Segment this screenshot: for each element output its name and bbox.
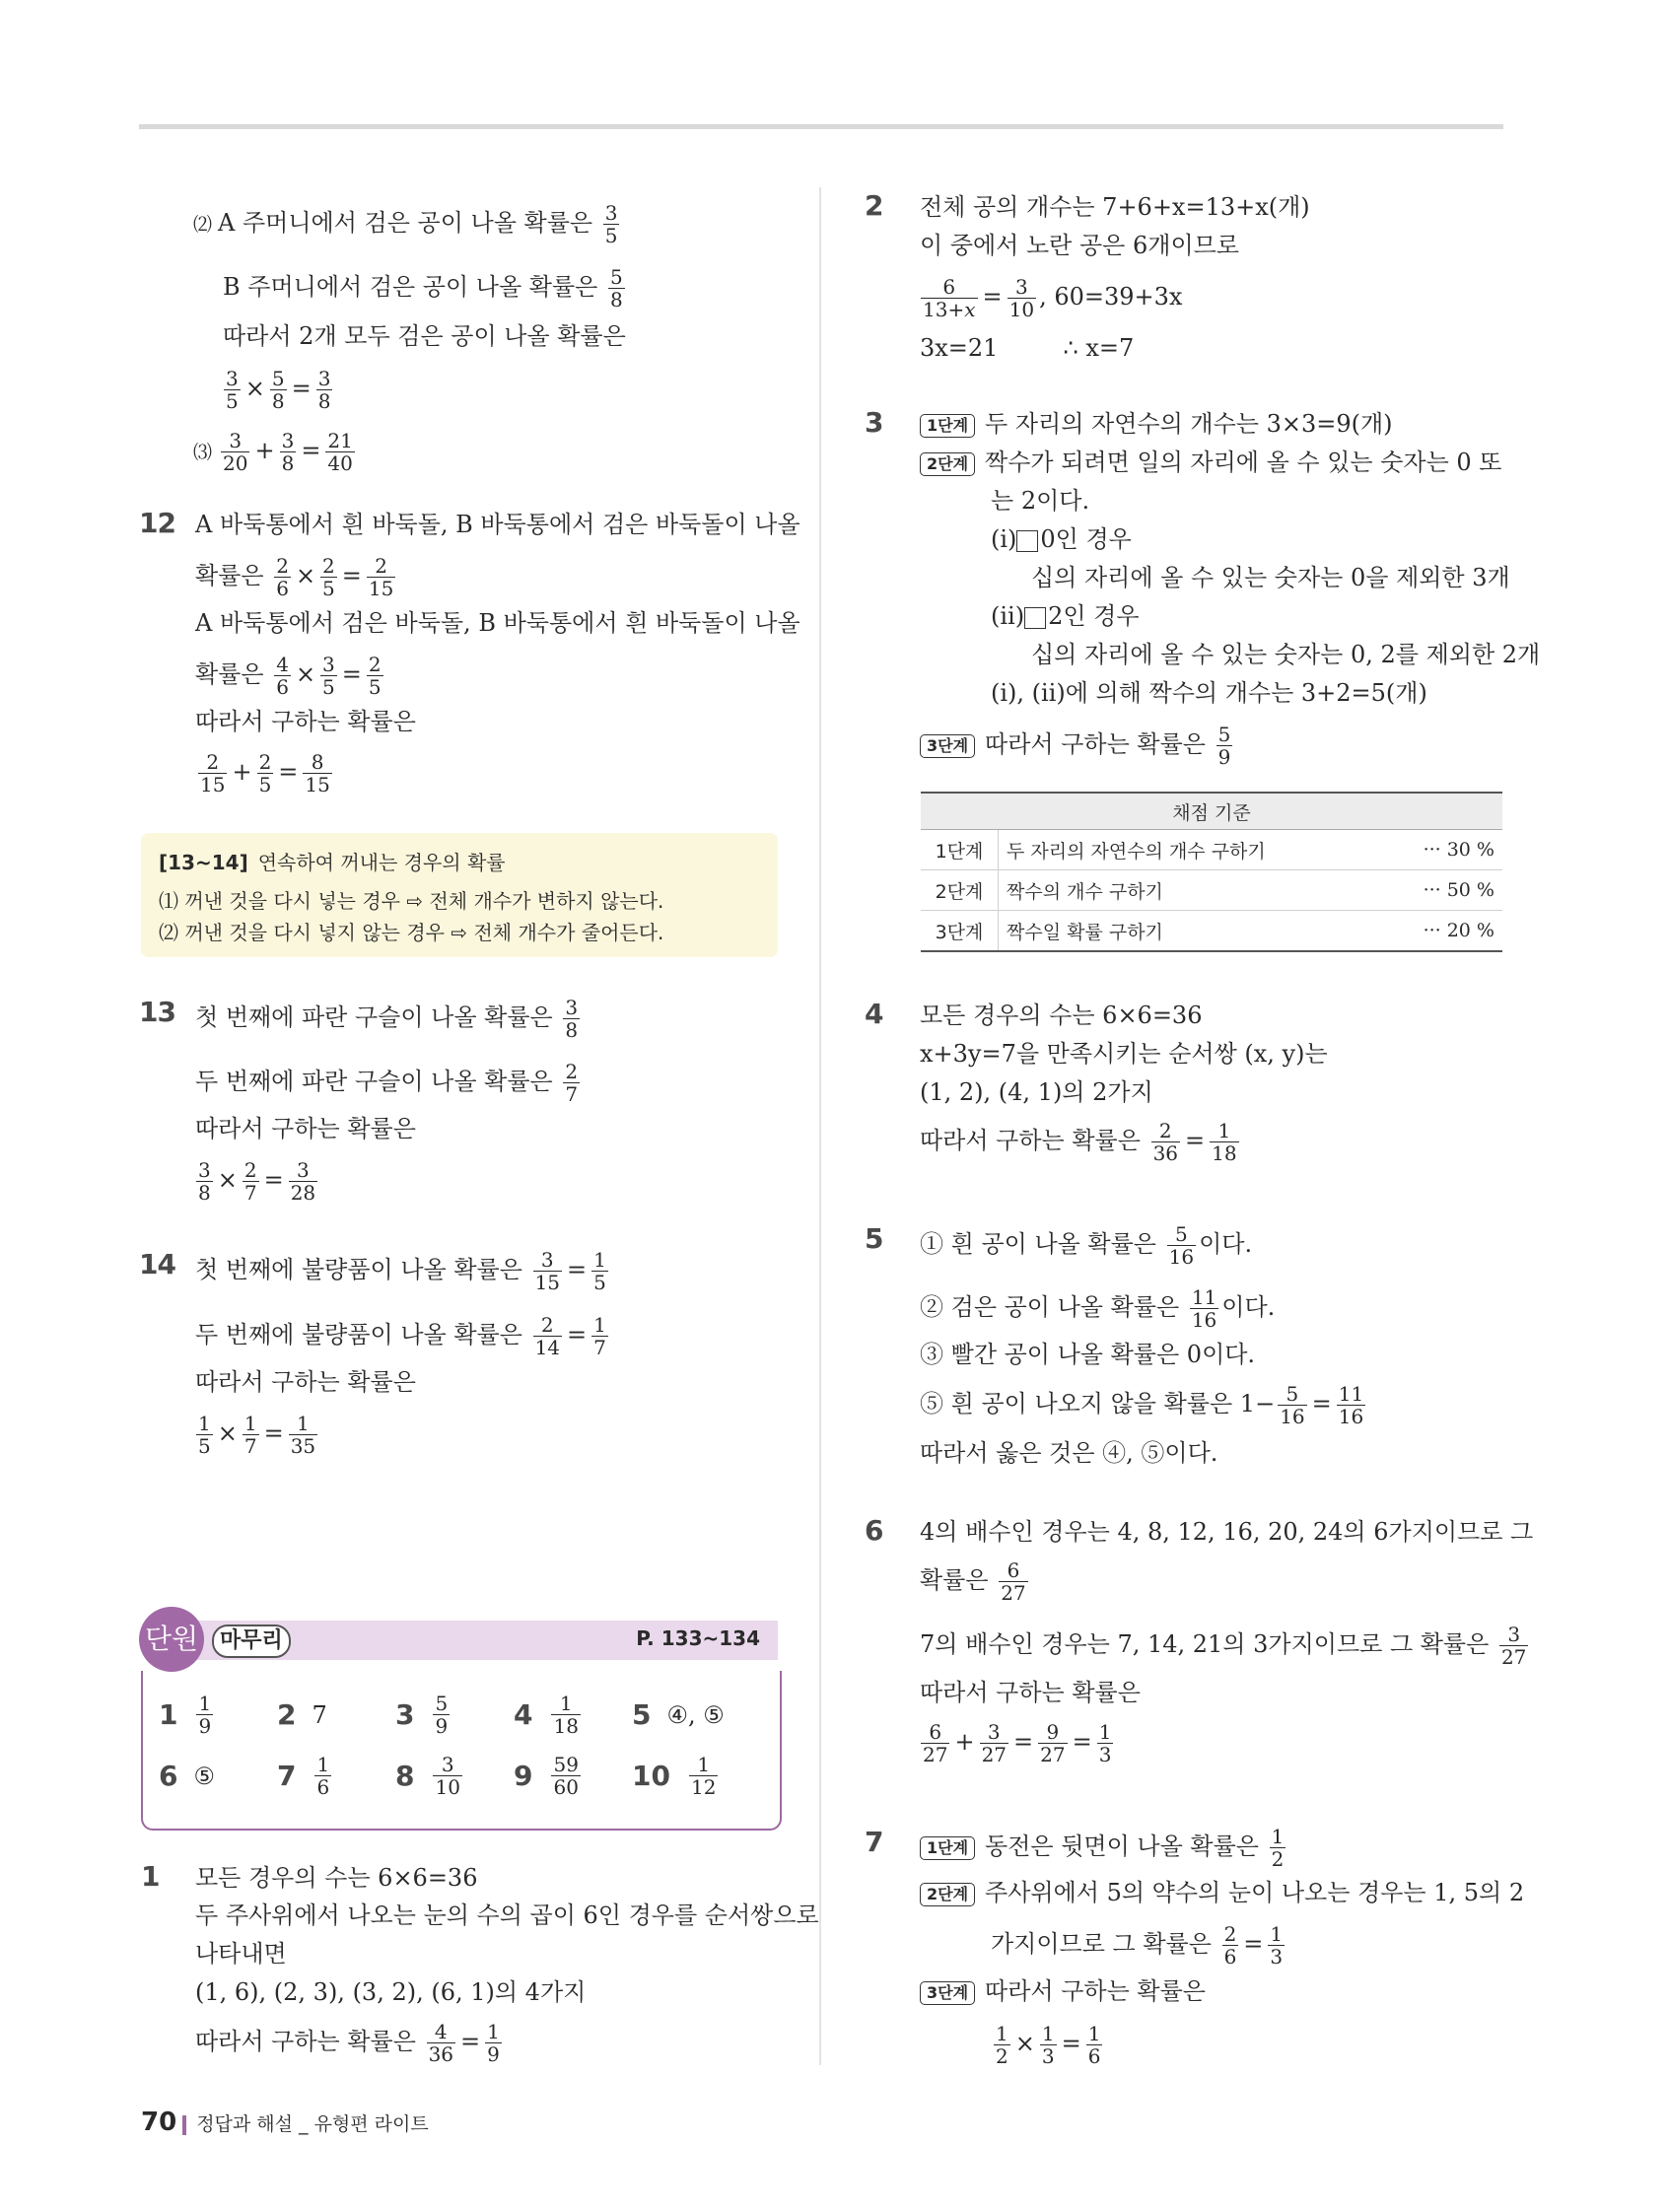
q11-line-2: B 주머니에서 검은 공이 나올 확률은 $\frac{5}{8}$ xyxy=(223,265,623,311)
a6-line-1: 4의 배수인 경우는 4, 8, 12, 16, 20, 24의 6가지이므로 그 xyxy=(920,1518,1534,1546)
table-row: 1단계 두 자리의 자연수의 개수 구하기 ··· 30 % xyxy=(921,830,1502,870)
a3-line-3: 는 2이다. xyxy=(991,487,1090,515)
a6-line-3: 7의 배수인 경우는 7, 14, 21의 3가지이므로 그 확률은 $\frac{3}{27}$ xyxy=(920,1623,1527,1669)
q13-number: 13 xyxy=(139,996,175,1028)
a5-line-5: 따라서 옳은 것은 ④, ⑤이다. xyxy=(920,1439,1218,1467)
a2-line-4: 3x=21 ∴ x=7 xyxy=(920,334,1135,362)
grading-rubric-table xyxy=(921,792,1502,952)
a7-line-3: 가지이므로 그 확률은 $\frac{2}{6}$ = $\frac{1}{3}$ xyxy=(991,1922,1284,1969)
unit-title: 마무리 xyxy=(212,1624,291,1658)
answer-item: 3 $\frac{5}{9}$ xyxy=(395,1692,449,1738)
tip-line-1: ⑴ 꺼낸 것을 다시 넣는 경우 ⇨ 전체 개수가 변하지 않는다. xyxy=(159,889,664,913)
a4-line-1: 모든 경우의 수는 6×6=36 xyxy=(920,1002,1203,1029)
answer-item: 7 $\frac{1}{6}$ xyxy=(277,1753,330,1799)
a3-case-2-desc: 십의 자리에 올 수 있는 숫자는 0, 2를 제외한 2개 xyxy=(1031,641,1541,668)
a4-line-3: (1, 2), (4, 1)의 2가지 xyxy=(920,1078,1153,1106)
blank-box xyxy=(1024,607,1046,629)
a3-case-1-desc: 십의 자리에 올 수 있는 숫자는 0을 제외한 3개 xyxy=(1031,564,1510,591)
a5-line-3: ③ 빨간 공이 나올 확률은 0이다. xyxy=(920,1341,1256,1368)
q11-line-3: 따라서 2개 모두 검은 공이 나올 확률은 xyxy=(223,322,626,350)
tip-box xyxy=(141,833,778,957)
a6-line-5: $\frac{6}{27}$ + $\frac{3}{27}$ = $\frac{9}{27}$ = $\frac{1}{3}$ xyxy=(923,1720,1112,1766)
a3-step-3: 3단계 따라서 구하는 확률은 $\frac{5}{9}$ xyxy=(920,724,1235,768)
q14-number: 14 xyxy=(139,1248,175,1280)
answer-item: 4 $\frac{1}{18}$ xyxy=(514,1692,579,1738)
unit-review-header xyxy=(139,1607,780,1666)
a3-case-sum: (ⅰ), (ⅱ)에 의해 짝수의 개수는 3+2=5(개) xyxy=(991,679,1427,707)
a4-line-4: 따라서 구하는 확률은 $\frac{2}{36}$ = $\frac{1}{18}$ xyxy=(920,1119,1237,1165)
a3-step-2: 2단계 짝수가 되려면 일의 자리에 올 수 있는 숫자는 0 또 xyxy=(920,446,1501,479)
answer-item: 9 $\frac{59}{60}$ xyxy=(514,1753,579,1799)
q12-line-5: 따라서 구하는 확률은 xyxy=(195,708,416,735)
a6-line-2: 확률은 $\frac{6}{27}$ xyxy=(920,1558,1026,1605)
a1-line-4: (1, 6), (2, 3), (3, 2), (6, 1)의 4가지 xyxy=(195,1978,587,2006)
q12-number: 12 xyxy=(139,507,175,539)
q13-line-2: 두 번째에 파란 구슬이 나올 확률은 $\frac{2}{7}$ xyxy=(195,1060,579,1106)
answer-item: 2 7 xyxy=(277,1698,327,1731)
a3-case-1: (ⅰ) 0인 경우 xyxy=(991,525,1132,553)
answer-key-box xyxy=(141,1671,782,1831)
q12-line-1: A 바둑통에서 흰 바둑돌, B 바둑통에서 검은 바둑돌이 나올 xyxy=(195,511,800,538)
page-number: 70 xyxy=(141,2108,177,2137)
answer-item: 6 ⑤ xyxy=(159,1760,215,1792)
a7-step-1: 1단계 동전은 뒷면이 나올 확률은 $\frac{1}{2}$ xyxy=(920,1826,1288,1870)
tip-title: 연속하여 꺼내는 경우의 확률 xyxy=(257,851,506,874)
a2-line-2: 이 중에서 노란 공은 6개이므로 xyxy=(920,232,1239,259)
unit-badge: 단원 xyxy=(139,1607,204,1672)
a1-line-3: 나타내면 xyxy=(195,1940,287,1968)
a2-line-3: $\frac{6}{13+x}$ = $\frac{3}{10}$ , 60=39+3x xyxy=(923,275,1183,321)
answer-item: 10 $\frac{1}{12}$ xyxy=(632,1753,717,1799)
q11-line-1: ⑵ A 주머니에서 검은 공이 나올 확률은 $\frac{3}{5}$ xyxy=(193,201,618,247)
a5-line-4: ⑤ 흰 공이 나오지 않을 확률은 1− $\frac{5}{16}$ = $\frac{11}{16}$ xyxy=(920,1382,1364,1428)
table-row: 3단계 짝수일 확률 구하기 ··· 20 % xyxy=(921,911,1502,952)
a5-number: 5 xyxy=(865,1222,883,1255)
blank-box xyxy=(1016,530,1038,552)
q11-line-5: ⑶ $\frac{3}{20}$ + $\frac{3}{8}$ = $\frac{21}{40}$ xyxy=(193,429,353,475)
page-footer xyxy=(141,2108,429,2137)
a3-step-1: 1단계 두 자리의 자연수의 개수는 3×3=9(개) xyxy=(920,407,1393,441)
a1-number: 1 xyxy=(141,1860,160,1893)
q12-line-4: 확률은 $\frac{4}{6}$ × $\frac{3}{5}$ = $\frac{2}{5}$ xyxy=(195,653,382,699)
footer-text: 정답과 해설 _ 유형편 라이트 xyxy=(196,2113,429,2135)
a1-line-2: 두 주사위에서 나오는 눈의 수의 곱이 6인 경우를 순서쌍으로 xyxy=(195,1901,819,1929)
a6-number: 6 xyxy=(865,1514,883,1547)
rubric-header: 채점 기준 xyxy=(921,793,1502,830)
fraction: $\frac{5}{8}$ xyxy=(610,265,623,311)
answer-item: 5 ④, ⑤ xyxy=(632,1698,725,1731)
a2-number: 2 xyxy=(865,189,883,222)
a3-number: 3 xyxy=(865,406,883,439)
q13-line-3: 따라서 구하는 확률은 xyxy=(195,1115,416,1142)
q12-line-2: 확률은 $\frac{2}{6}$ × $\frac{2}{5}$ = $\frac{2}{15}$ xyxy=(195,554,394,600)
q14-line-3: 따라서 구하는 확률은 xyxy=(195,1368,416,1396)
a4-number: 4 xyxy=(865,998,883,1030)
q11-line-4: $\frac{3}{5}$ × $\frac{5}{8}$ = $\frac{3}{8}$ xyxy=(226,367,331,413)
unit-page-range: P. 133~134 xyxy=(636,1626,760,1650)
q13-line-4: $\frac{3}{8}$ × $\frac{2}{7}$ = $\frac{3}{28}$ xyxy=(198,1158,316,1205)
q12-line-6: $\frac{2}{15}$ + $\frac{2}{5}$ = $\frac{8}{15}$ xyxy=(200,750,330,796)
a6-line-4: 따라서 구하는 확률은 xyxy=(920,1679,1141,1706)
a5-line-2: ② 검은 공이 나올 확률은 $\frac{11}{16}$ 이다. xyxy=(920,1285,1276,1332)
fraction: $\frac{3}{5}$ xyxy=(604,201,618,247)
q14-line-2: 두 번째에 불량품이 나올 확률은 $\frac{2}{14}$ = $\frac{1}{7}$ xyxy=(195,1313,606,1359)
answer-item: 8 $\frac{3}{10}$ xyxy=(395,1753,460,1799)
tip-tag: [13~14] xyxy=(159,851,248,874)
q12-line-3: A 바둑통에서 검은 바둑돌, B 바둑통에서 흰 바둑돌이 나올 xyxy=(195,609,800,637)
answer-item: 1 $\frac{1}{9}$ xyxy=(159,1692,212,1738)
q14-line-4: $\frac{1}{5}$ × $\frac{1}{7}$ = $\frac{1}{35}$ xyxy=(198,1412,316,1458)
table-row: 2단계 짝수의 개수 구하기 ··· 50 % xyxy=(921,870,1502,911)
a7-line-5: $\frac{1}{2}$ × $\frac{1}{3}$ = $\frac{1}{6}$ xyxy=(996,2022,1101,2068)
a2-line-1: 전체 공의 개수는 7+6+x=13+x(개) xyxy=(920,193,1310,221)
a7-step-2: 2단계 주사위에서 5의 약수의 눈이 나오는 경우는 1, 5의 2 xyxy=(920,1876,1524,1909)
q13-line-1: 첫 번째에 파란 구슬이 나올 확률은 $\frac{3}{8}$ xyxy=(195,996,579,1042)
a1-line-1: 모든 경우의 수는 6×6=36 xyxy=(195,1864,478,1892)
q14-line-1: 첫 번째에 불량품이 나올 확률은 $\frac{3}{15}$ = $\frac{1}{5}$ xyxy=(195,1248,606,1294)
a4-line-2: x+3y=7을 만족시키는 순서쌍 (x, y)는 xyxy=(920,1040,1328,1068)
a3-case-2: (ⅱ) 2인 경우 xyxy=(991,602,1140,630)
footer-divider xyxy=(182,2115,186,2135)
top-rule xyxy=(139,124,1503,129)
a5-line-1: ① 흰 공이 나올 확률은 $\frac{5}{16}$ 이다. xyxy=(920,1222,1253,1269)
a7-number: 7 xyxy=(865,1826,883,1858)
a1-line-5: 따라서 구하는 확률은 $\frac{4}{36}$ = $\frac{1}{9}$ xyxy=(195,2020,500,2066)
tip-line-2: ⑵ 꺼낸 것을 다시 넣지 않는 경우 ⇨ 전체 개수가 줄어든다. xyxy=(159,921,664,944)
a7-step-3: 3단계 따라서 구하는 확률은 xyxy=(920,1974,1206,2008)
column-divider xyxy=(819,187,821,2065)
